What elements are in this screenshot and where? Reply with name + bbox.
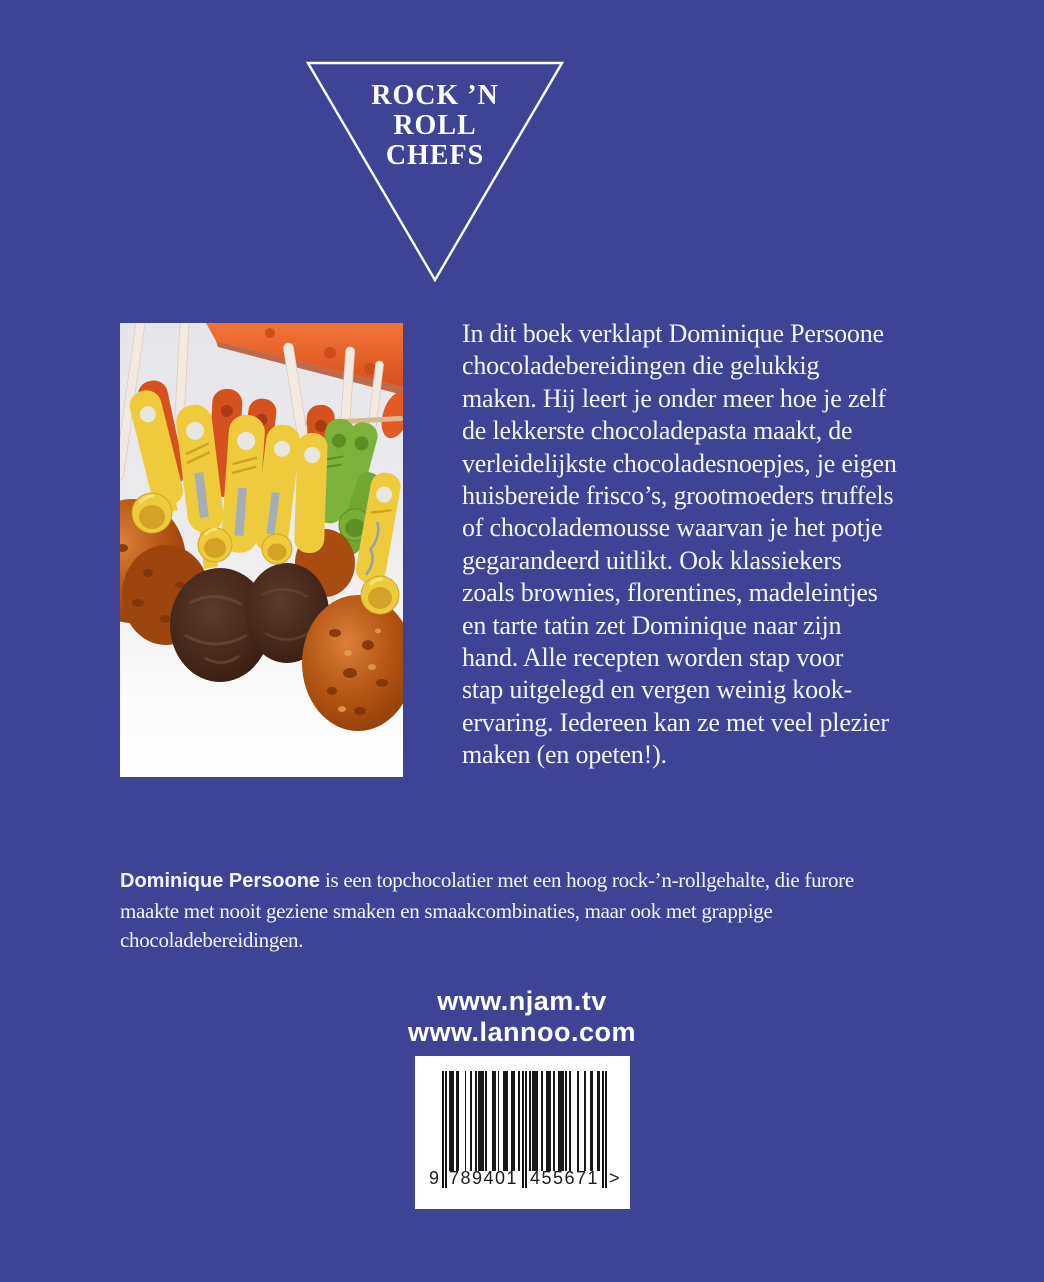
barcode — [415, 1056, 630, 1209]
isbn-group-1: 789401 — [448, 1168, 519, 1188]
series-title: ROCK ’N ROLL CHEFS — [371, 80, 499, 171]
bio-line2: maakte met nooit geziene smaken en smaakcombinaties, maar ook met grappige — [120, 898, 773, 923]
isbn-first-digit: 9 — [428, 1168, 439, 1188]
cover-photo-illustration — [120, 323, 403, 777]
bio-line3: chocoladebereidingen. — [120, 928, 304, 952]
cover-photo — [120, 323, 403, 777]
bio-author-name: Dominique Persoone — [120, 870, 321, 892]
blurb-paragraph: In dit boek verklapt Dominique Persoone chocoladebereidingen die gelukkig maken. Hij leert je onder meer hoe je zelf de lekkerste chocoladepasta maakt, de verleidelijkste chocoladesnoepjes, je eigen huisbereide frisco’s, grootmoeders truffels of chocolademousse waarvan je het potje gegarandeerd uitlikt. Ook klassiekers zoals brownies, florentines, madeleintjes en tarte tatin zet Dominique naar zijn hand. Alle recepten worden stap voor stap uitgelegd en vergen weinig kook- ervaring. Iedereen kan ze met veel plezier maken (en opeten!). — [462, 319, 897, 770]
url-njam: www.njam.tv — [437, 986, 607, 1016]
url-lannoo: www.lannoo.com — [407, 1017, 636, 1047]
barcode-arrow: > — [609, 1168, 620, 1188]
bio-paragraph — [120, 866, 854, 956]
website-urls — [0, 986, 1044, 1048]
bio-line1: is een topchocolatier met een hoog rock-’n-rollgehalte, die furore — [324, 868, 854, 892]
isbn-group-2: 455671 — [529, 1168, 600, 1188]
